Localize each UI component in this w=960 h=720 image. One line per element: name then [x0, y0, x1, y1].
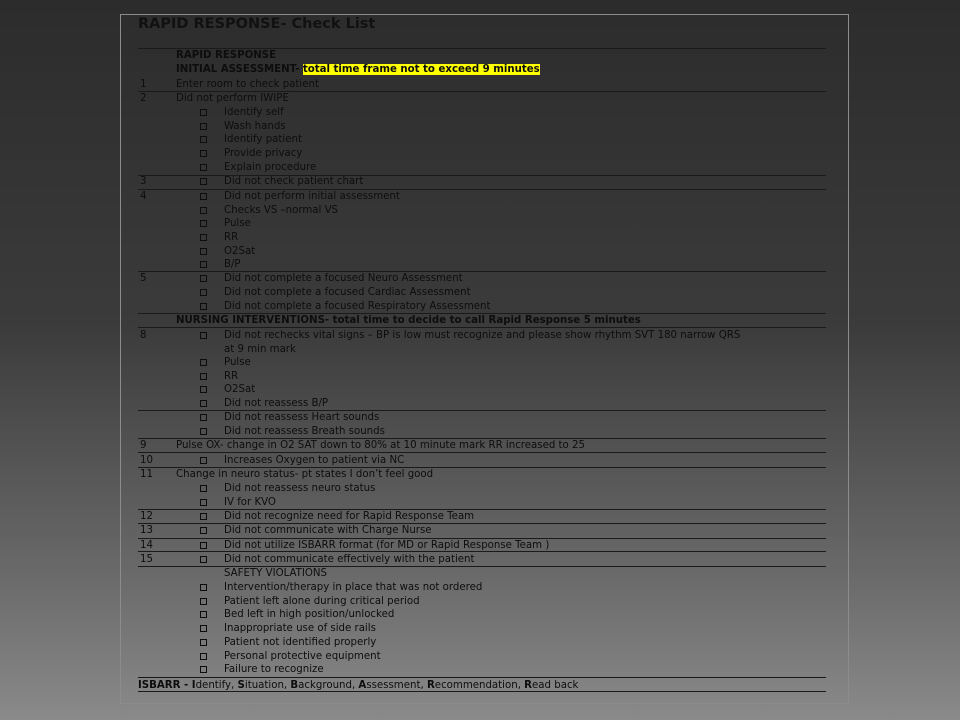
checklist-row — [138, 120, 826, 134]
item-label — [224, 636, 376, 650]
checkbox-icon[interactable] — [200, 556, 207, 563]
footer-segment: ISBARR - — [138, 680, 192, 691]
checklist-row — [138, 397, 826, 411]
item-label — [224, 595, 420, 609]
checklist-row — [138, 383, 826, 397]
item-text: Did not reassess Heart sounds — [224, 412, 380, 423]
item-label — [224, 622, 376, 636]
item-label — [224, 411, 379, 425]
item-label — [224, 175, 363, 189]
item-text: Did not check patient chart — [224, 176, 364, 187]
item-label — [224, 608, 394, 622]
item-text: Did not recognize need for Rapid Response Team — [224, 511, 475, 522]
checklist-row — [138, 161, 826, 175]
item-text: Did not rechecks vital signs – BP is low must recognize and please show rhythm SVT 180 narrow QRS — [224, 330, 741, 341]
checklist-row — [138, 78, 826, 92]
checkbox-icon[interactable] — [200, 400, 207, 407]
checkbox-icon[interactable] — [200, 499, 207, 506]
item-label — [224, 106, 284, 120]
footer-segment: ecommendation, — [434, 680, 525, 691]
checklist-row — [138, 567, 826, 581]
footer-segment: A — [358, 680, 367, 691]
item-label — [224, 482, 375, 496]
item-label — [224, 539, 549, 553]
checkbox-icon[interactable] — [200, 164, 207, 171]
checklist-row — [138, 468, 826, 482]
item-label — [224, 496, 276, 510]
item-number: 5 — [140, 273, 147, 284]
checklist-row — [138, 595, 826, 609]
checklist-row — [138, 425, 826, 439]
item-label — [224, 581, 482, 595]
checklist-row — [138, 63, 826, 77]
item-text: Did not perform IWIPE — [176, 93, 289, 104]
item-label — [224, 231, 238, 245]
item-label — [224, 650, 381, 664]
checklist-row — [138, 553, 826, 567]
item-text: Enter room to check patient — [176, 79, 319, 90]
item-text: Increases Oxygen to patient via NC — [224, 455, 405, 466]
checkbox-icon[interactable] — [200, 178, 207, 185]
checkbox-icon[interactable] — [200, 584, 207, 591]
footer-segment: ackground, — [298, 680, 359, 691]
item-text: Did not utilize ISBARR format (for MD or Rapid Response Team ) — [224, 540, 550, 551]
checklist-row — [138, 622, 826, 636]
checklist-row — [138, 608, 826, 622]
footer-segment: dentify, — [195, 680, 238, 691]
item-text: Failure to recognize — [224, 664, 324, 675]
item-text: Personal protective equipment — [224, 651, 381, 662]
item-text: Patient not identified properly — [224, 637, 377, 648]
footer-segment: ituation, — [244, 680, 291, 691]
checkbox-icon[interactable] — [200, 428, 207, 435]
checkbox-icon[interactable] — [200, 666, 207, 673]
footer-segment: B — [290, 680, 299, 691]
item-text: INITIAL ASSESSMENT- — [176, 64, 303, 75]
item-number: 4 — [140, 191, 147, 202]
item-text: Pulse OX- change in O2 SAT down to 80% at 10 minute mark RR increased to 25 — [176, 440, 585, 451]
item-label — [224, 329, 740, 343]
item-text: Did not complete a focused Respiratory Assessment — [224, 301, 491, 312]
checkbox-icon[interactable] — [200, 234, 207, 241]
checkbox-icon[interactable] — [200, 261, 207, 268]
item-number: 12 — [140, 511, 153, 522]
checklist-row — [138, 411, 826, 425]
row-divider — [138, 677, 826, 678]
item-number: 9 — [140, 440, 147, 451]
checkbox-icon[interactable] — [200, 414, 207, 421]
checkbox-icon[interactable] — [200, 207, 207, 214]
checklist-row — [138, 636, 826, 650]
item-text: Provide privacy — [224, 148, 303, 159]
item-text: IV for KVO — [224, 497, 276, 508]
checkbox-icon[interactable] — [200, 332, 207, 339]
checkbox-icon[interactable] — [200, 123, 207, 130]
checkbox-icon[interactable] — [200, 598, 207, 605]
item-label — [224, 217, 251, 231]
item-label — [224, 510, 474, 524]
checkbox-icon[interactable] — [200, 275, 207, 282]
item-text: Did not reassess B/P — [224, 398, 329, 409]
checklist-row — [138, 106, 826, 120]
checklist-row — [138, 314, 826, 328]
item-label — [224, 567, 327, 581]
item-text: Change in neuro status- pt states I don’t feel good — [176, 469, 434, 480]
item-label — [176, 63, 540, 77]
checklist-row — [138, 147, 826, 161]
item-label — [176, 78, 319, 92]
checklist-row — [138, 524, 826, 538]
item-label — [224, 524, 432, 538]
item-number: 1 — [140, 79, 147, 90]
item-number: 2 — [140, 93, 147, 104]
checklist-row — [138, 663, 826, 677]
item-text: Did not reassess Breath sounds — [224, 426, 385, 437]
item-label — [224, 161, 316, 175]
highlighted-text: total time frame not to exceed 9 minutes — [302, 64, 540, 75]
isbarr-footer — [138, 679, 578, 693]
checkbox-icon[interactable] — [200, 373, 207, 380]
item-text: Did not communicate with Charge Nurse — [224, 525, 432, 536]
item-label — [224, 356, 251, 370]
item-text: Did not communicate effectively with the patient — [224, 554, 475, 565]
footer-segment: S — [237, 680, 245, 691]
item-text: Pulse — [224, 218, 251, 229]
item-label — [224, 286, 471, 300]
checkbox-icon[interactable] — [200, 303, 207, 310]
item-label — [224, 245, 255, 259]
item-label — [224, 258, 241, 272]
checkbox-icon[interactable] — [200, 513, 207, 520]
checklist-row — [138, 329, 826, 343]
checkbox-icon[interactable] — [200, 485, 207, 492]
item-label — [176, 92, 289, 106]
item-text: Did not perform initial assessment — [224, 191, 400, 202]
item-text: Bed left in high position/unlocked — [224, 609, 395, 620]
item-label — [176, 468, 433, 482]
item-text: Identify self — [224, 107, 284, 118]
item-text: Identify patient — [224, 134, 302, 145]
checklist-row — [138, 482, 826, 496]
checkbox-icon[interactable] — [200, 611, 207, 618]
checklist-row — [138, 510, 826, 524]
checkbox-icon[interactable] — [200, 248, 207, 255]
checklist-row — [138, 272, 826, 286]
item-label — [224, 383, 255, 397]
checklist-row — [138, 370, 826, 384]
item-label — [224, 343, 296, 357]
item-number: 14 — [140, 540, 153, 551]
checklist-row — [138, 343, 826, 357]
item-number: 10 — [140, 455, 153, 466]
item-label — [176, 439, 585, 453]
item-text: Pulse — [224, 357, 251, 368]
item-text: Explain procedure — [224, 162, 317, 173]
item-text: Patient left alone during critical period — [224, 596, 420, 607]
checkbox-icon[interactable] — [200, 457, 207, 464]
checkbox-icon[interactable] — [200, 193, 207, 200]
footer-segment: ssessment, — [366, 680, 427, 691]
footer-segment: I — [191, 680, 196, 691]
footer-segment: R — [426, 680, 435, 691]
footer-segment: ead back — [532, 680, 579, 691]
checklist-row — [138, 539, 826, 553]
checklist-row — [138, 133, 826, 147]
item-text: Intervention/therapy in place that was not ordered — [224, 582, 483, 593]
checkbox-icon[interactable] — [200, 386, 207, 393]
item-text: Checks VS –normal VS — [224, 205, 339, 216]
checklist-row — [138, 204, 826, 218]
item-label — [224, 370, 238, 384]
checkbox-icon[interactable] — [200, 109, 207, 116]
item-label — [224, 300, 490, 314]
item-label — [224, 272, 463, 286]
item-text: Inappropriate use of side rails — [224, 623, 376, 634]
checklist-row — [138, 49, 826, 63]
item-number: 13 — [140, 525, 153, 536]
checkbox-icon[interactable] — [200, 150, 207, 157]
checklist-row — [138, 258, 826, 272]
item-text: RR — [224, 232, 239, 243]
item-label — [176, 49, 276, 63]
item-label — [224, 425, 385, 439]
item-label — [224, 663, 324, 677]
checkbox-icon[interactable] — [200, 136, 207, 143]
checklist-row — [138, 439, 826, 453]
checklist-row — [138, 231, 826, 245]
checkbox-icon[interactable] — [200, 639, 207, 646]
checklist-row — [138, 175, 826, 189]
checkbox-icon[interactable] — [200, 625, 207, 632]
checkbox-icon[interactable] — [200, 359, 207, 366]
item-text: Wash hands — [224, 121, 286, 132]
document-title: RAPID RESPONSE- Check List — [138, 16, 376, 32]
item-label — [224, 133, 302, 147]
checklist-row — [138, 581, 826, 595]
item-number: 3 — [140, 176, 147, 187]
checkbox-icon[interactable] — [200, 527, 207, 534]
checklist-row — [138, 356, 826, 370]
item-text: O2Sat — [224, 246, 256, 257]
checklist-row — [138, 286, 826, 300]
checklist-row — [138, 245, 826, 259]
item-label — [224, 397, 328, 411]
item-number: 8 — [140, 330, 147, 341]
item-text: B/P — [224, 259, 241, 270]
item-number: 15 — [140, 554, 153, 565]
item-label — [224, 120, 286, 134]
checklist-row — [138, 300, 826, 314]
item-text: Did not complete a focused Cardiac Assessment — [224, 287, 471, 298]
item-text: at 9 min mark — [224, 344, 296, 355]
checklist-row — [138, 454, 826, 468]
checklist-row — [138, 190, 826, 204]
checklist-row — [138, 217, 826, 231]
item-text: NURSING INTERVENTIONS- total time to decide to call Rapid Response 5 minutes — [176, 315, 641, 326]
item-text: O2Sat — [224, 384, 256, 395]
checklist-row — [138, 650, 826, 664]
item-text: RAPID RESPONSE — [176, 50, 277, 61]
checkbox-icon[interactable] — [200, 220, 207, 227]
checkbox-icon[interactable] — [200, 289, 207, 296]
footer-segment: R — [524, 680, 533, 691]
item-label — [224, 204, 338, 218]
checklist-row — [138, 496, 826, 510]
item-text: RR — [224, 371, 239, 382]
checkbox-icon[interactable] — [200, 542, 207, 549]
item-label — [224, 147, 302, 161]
item-text: Did not reassess neuro status — [224, 483, 376, 494]
item-label — [224, 190, 400, 204]
checklist-row — [138, 92, 826, 106]
item-label — [176, 314, 641, 328]
item-text: Did not complete a focused Neuro Assessment — [224, 273, 463, 284]
item-text: SAFETY VIOLATIONS — [224, 568, 328, 579]
checkbox-icon[interactable] — [200, 653, 207, 660]
item-label — [224, 454, 404, 468]
item-number: 11 — [140, 469, 153, 480]
item-label — [224, 553, 475, 567]
